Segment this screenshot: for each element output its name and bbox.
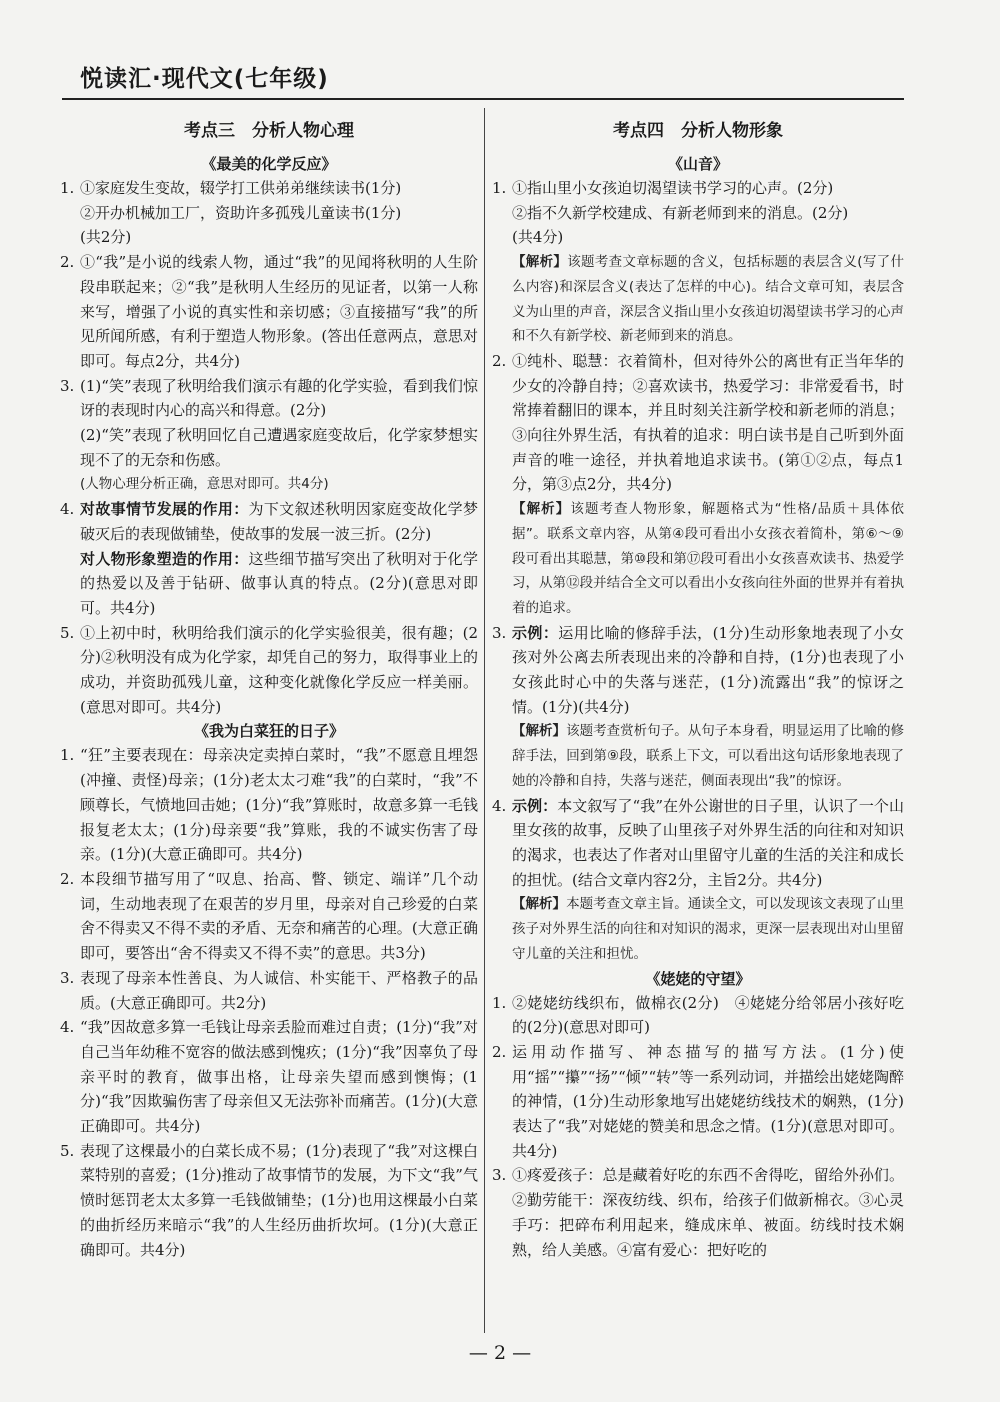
- section-title: 考点三 分析人物心理: [184, 121, 354, 141]
- answer-item: [60, 1015, 478, 1139]
- item-number: 4.: [60, 500, 75, 519]
- answer-line: “狂”主要表现在：母亲决定卖掉白菜时，“我”不愿意且埋怨(冲撞、责怪)母亲；(1分)老太太刁难“我”的白菜时，“我”不顾尊长，气愤地回击她；(1分)“我”算账时，故意多算一毛钱报复老太太；(1分)母亲要“我”算账，我的不诚实伤害了母亲。(1分)(大意正确即可。共4分): [80, 746, 478, 864]
- answer-text: 为下文叙述秋明因家庭变故化学梦破灭后的表现做铺垫，使故事的发展一波三折。(2分): [80, 500, 478, 543]
- analysis-text: 该题考查文章标题的含义，包括标题的表层含义(写了什么内容)和深层含义(表达了怎样的中心)。结合文章可知，表层含义为山里的声音，深层含义指山里小女孩迫切渴望读书学习的心声和不久有新学校、新老师到来的消息。: [512, 254, 904, 345]
- answer-line: 表现了这棵最小的白菜长成不易；(1分)表现了“我”对这棵白菜特别的喜爱；(1分)推动了故事情节的发展，为下文“我”气愤时惩罚老太太多算一毛钱做铺垫；(1分)也用这棵最小白菜的曲折经历来暗示“我”的人生经历曲折坎坷。(1分)(大意正确即可。共4分): [80, 1141, 478, 1259]
- answer-line: ①疼爱孩子：总是藏着好吃的东西不舍得吃，留给外孙们。②勤劳能干：深夜纺线、织布，给孩子们做新棉衣。③心灵手巧：把碎布利用起来，缝成床单、被面。纺线时技术娴熟，给人美感。④富有爱心：把好吃的: [512, 1166, 904, 1259]
- answer-line: 运用动作描写、神态描写的描写方法。(1分)使用“摇”“攥”“扬”“倾”“转”等一系列动词，并描绘出姥姥陶醉的神情，(1分)生动形象地写出姥姥纺线技术的娴熟，(1分)表达了“我”对姥姥的赞美和思念之情。(1分)(意思对即可。共4分): [512, 1042, 904, 1160]
- column-divider: [484, 108, 485, 1333]
- answer-line: ①纯朴、聪慧：衣着简朴，但对待外公的离世有正当年华的少女的冷静自持；②喜欢读书，热爱学习：非常爱看书，时常捧着翻旧的课本，并且时刻关注新学校和新老师的消息；③向往外界生活，有执着的追求：明白读书是自己听到外面声音的唯一途径，并执着地追求读书。(第①②点，每点1分，第③点2分，共4分): [512, 351, 904, 494]
- example-tag: 示例：: [512, 623, 559, 642]
- item-number: 1.: [60, 179, 75, 197]
- answer-tag: 对故事情节发展的作用：: [80, 500, 249, 519]
- item-number: 4.: [60, 1018, 75, 1037]
- answer-item: [60, 176, 478, 250]
- example-tag: 示例：: [512, 796, 558, 815]
- answer-text: 运用比喻的修辞手法，(1分)生动形象地表现了小女孩对外公离去所表现出来的冷静和自持，(1分)也表现了小女孩此时心中的失落与迷茫，(1分)流露出“我”的惊讶之情。(1分)(共4分): [512, 623, 904, 716]
- item-number: 1.: [492, 993, 507, 1012]
- answer-line: (2)“笑”表现了秋明回忆自己遭遇家庭变故后，化学家梦想实现不了的无奈和伤感。: [80, 426, 478, 469]
- answer-item: [60, 621, 478, 720]
- answer-line: ②姥姥纺线织布，做棉衣(2分) ④姥姥分给邻居小孩好吃的(2分)(意思对即可): [512, 993, 904, 1037]
- answer-line: (共2分): [80, 228, 132, 247]
- item-number: 2.: [60, 253, 75, 272]
- item-number: 2.: [492, 1042, 507, 1061]
- item-number: 3.: [60, 376, 75, 395]
- item-number: 2.: [492, 351, 507, 370]
- answer-item: [492, 794, 904, 967]
- article-title: 《我为白菜狂的日子》: [193, 722, 344, 741]
- answer-item: [60, 867, 478, 966]
- answer-line: 本段细节描写用了“叹息、抬高、瞥、锁定、端详”几个动词，生动地表现了在艰苦的岁月里，母亲对自己珍爱的白菜舍不得卖又不得不卖的矛盾、无奈和痛苦的心理。(大意正确即可，要答出“舍不得卖又不得不卖”的意思。共3分): [80, 869, 478, 963]
- right-column: [492, 114, 904, 1262]
- answer-text: 本文叙写了“我”在外公谢世的日子里，认识了一个山里女孩的故事，反映了山里孩子对外界生活的向往和对知识的渴求，也表达了作者对山里留守儿童的生活的关注和成长的担忧。(结合文章内容2分，主旨2分。共4分): [512, 796, 904, 889]
- book-title: 悦读汇·现代文(七年级): [80, 66, 329, 92]
- item-number: 3.: [492, 1166, 507, 1185]
- analysis-text: 本题考查文章主旨。通读全文，可以发现该文表现了山里孩子对外界生活的向往和对知识的渴求，更深一层表现出对山里留守儿童的关注和担忧。: [512, 896, 905, 962]
- answer-item: [60, 374, 478, 498]
- answer-item: [492, 621, 904, 794]
- item-number: 2.: [60, 869, 75, 888]
- answer-line: ①“我”是小说的线索人物，通过“我”的见闻将秋明的人生阶段串联起来；②“我”是秋明人生经历的见证者，以第一人称来写，增强了小说的真实性和亲切感；③直接描写“我”的所见所闻所感，有利于塑造人物形象。(答出任意两点，意思对即可。每点2分，共4分): [80, 253, 478, 370]
- analysis-tag: 【解析】: [512, 896, 567, 913]
- analysis-tag: 【解析】: [512, 254, 568, 271]
- answer-line: 表现了母亲本性善良、为人诚信、朴实能干、严格教子的品质。(大意正确即可。共2分): [80, 968, 478, 1012]
- answer-line: “我”因故意多算一毛钱让母亲丢脸而难过自责；(1分)“我”对自己当年幼稚不宽容的做法感到愧疚；(1分)“我”因辜负了母亲平时的教育，做事出格，让母亲失望而感到懊悔；(1分)“我”因欺骗伤害了母亲但又无法弥补而痛苦。(1分)(大意正确即可。共4分): [80, 1018, 478, 1136]
- item-number: 5.: [60, 1141, 75, 1160]
- answer-line: ①指山里小女孩迫切渴望读书学习的心声。(2分): [512, 179, 834, 197]
- section-title: 考点四 分析人物形象: [613, 121, 783, 141]
- answer-item: [60, 1139, 478, 1263]
- answer-tag: 对人物形象塑造的作用：: [80, 549, 249, 568]
- answer-line: ②指不久新学校建成、有新老师到来的消息。(2分): [512, 203, 849, 222]
- item-number: 3.: [492, 623, 507, 642]
- article-title: 《山音》: [667, 155, 728, 173]
- item-number: 3.: [60, 968, 75, 987]
- answer-item: [492, 349, 904, 621]
- answer-item: [60, 497, 478, 621]
- left-column: [60, 114, 478, 1262]
- analysis-text: 该题考查人物形象，解题格式为“性格/品质＋具体依据”。联系文章内容，从第④段可看出小女孩衣着简朴，第⑥～⑨段可看出其聪慧，第⑩段和第⑰段可看出小女孩喜欢读书、热爱学习，从第⑫段并结合全文可以看出小女孩向往外面的世界并有着执着的追求。: [512, 501, 905, 616]
- item-number: 5.: [60, 623, 75, 642]
- answer-line: (共4分): [512, 228, 564, 247]
- answer-item: [492, 1040, 904, 1164]
- item-number: 1.: [60, 746, 75, 765]
- article-title: 《姥姥的守望》: [645, 969, 751, 988]
- answer-line: ①家庭发生变故，辍学打工供弟弟继续读书(1分): [80, 179, 402, 197]
- answer-item: [492, 176, 904, 349]
- analysis-tag: 【解析】: [512, 723, 567, 740]
- answer-item: [492, 1163, 904, 1262]
- page-header: [62, 58, 904, 100]
- answer-note: (人物心理分析正确，意思对即可。共4分): [80, 476, 329, 493]
- answer-line: ②开办机械加工厂，资助许多孤残儿童读书(1分): [80, 203, 402, 222]
- answer-item: [60, 250, 478, 374]
- answer-item: [492, 991, 904, 1040]
- article-title: 《最美的化学反应》: [201, 155, 337, 173]
- answer-item: [60, 966, 478, 1015]
- item-number: 4.: [492, 796, 507, 815]
- answer-line: (1)“笑”表现了秋明给我们演示有趣的化学实验，看到我们惊讶的表现时内心的高兴和得意。(2分): [80, 376, 478, 420]
- item-number: 1.: [492, 179, 507, 197]
- answer-item: [60, 743, 478, 867]
- analysis-text: 该题考查赏析句子。从句子本身看，明显运用了比喻的修辞手法，回到第⑨段，联系上下文，可以看出这句话形象地表现了她的冷静和自持，失落与迷茫，侧面表现出“我”的惊讶。: [512, 723, 905, 789]
- page-number: — 2 —: [468, 1342, 532, 1364]
- answer-line: ①上初中时，秋明给我们演示的化学实验很美，很有趣；(2分)②秋明没有成为化学家，却凭自己的努力，取得事业上的成功，并资助孤残儿童，这种变化就像化学反应一样美丽。(意思对即可。共4分): [80, 623, 478, 716]
- analysis-tag: 【解析】: [512, 501, 571, 518]
- answer-text: 这些细节描写突出了秋明对于化学的热爱以及善于钻研、做事认真的特点。(2分)(意思对即可。共4分): [80, 549, 478, 617]
